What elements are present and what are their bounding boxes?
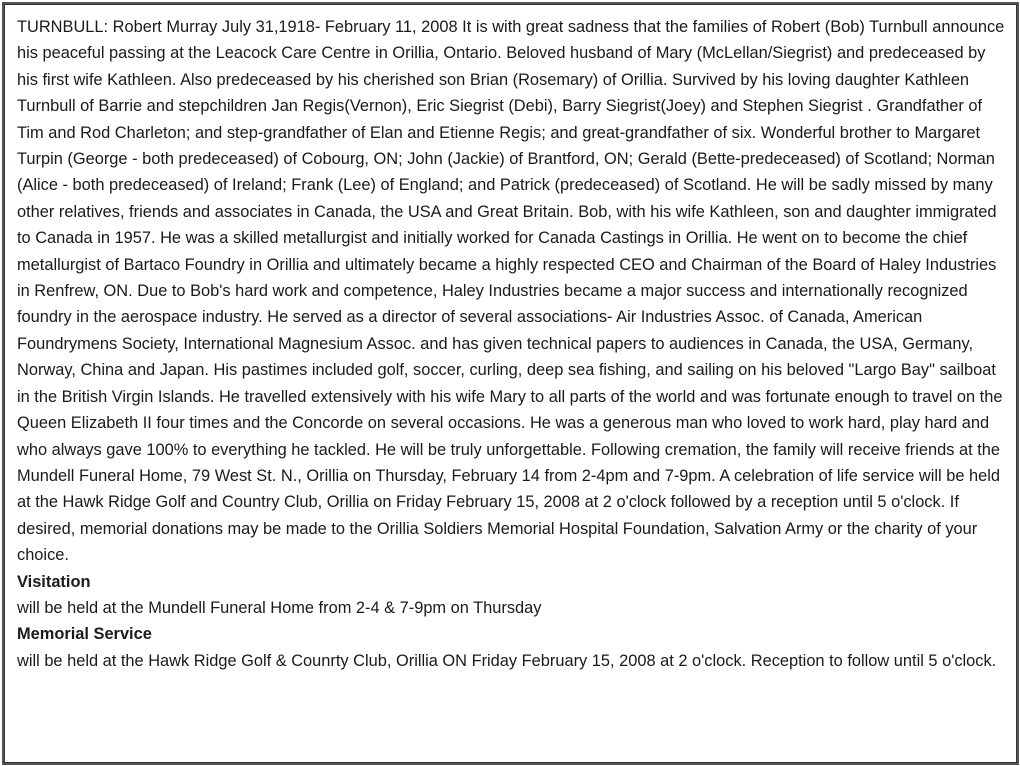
obituary-content	[17, 14, 1007, 674]
visitation-heading: Visitation	[17, 572, 91, 591]
memorial-service-heading: Memorial Service	[17, 625, 152, 644]
obituary-panel	[4, 4, 1017, 763]
obituary-body: TURNBULL: Robert Murray July 31,1918- February 11, 2008 It is with great sadness that the families of Robert (Bob) Turnbull announce his peaceful passing at the Leacock Care Centre in Orillia, Ontario. Beloved husband of Mary (McLellan/Siegrist) and predeceased by his first wife Kathleen. Also predeceased by his cherished son Brian (Rosemary) of Orillia. Survived by his loving daughter Kathleen Turnbull of Barrie and stepchildren Jan Regis(Vernon), Eric Siegrist (Debi), Barry Siegrist(Joey) and Stephen Siegrist . Grandfather of Tim and Rod Charleton; and step-grandfather of Elan and Etienne Regis; and great-grandfather of six. Wonderful brother to Margaret Turpin (George - both predeceased) of Cobourg, ON; John (Jackie) of Brantford, ON; Gerald (Bette-predeceased) of Scotland; Norman (Alice - both predeceased) of Ireland; Frank (Lee) of England; and Patrick (predeceased) of Scotland. He will be sadly missed by many other relatives, friends and associates in Canada, the USA and Great Britain. Bob, with his wife Kathleen, son and daughter immigrated to Canada in 1957. He was a skilled metallurgist and initially worked for Canada Castings in Orillia. He went on to become the chief metallurgist of Bartaco Foundry in Orillia and ultimately became a highly respected CEO and Chairman of the Board of Haley Industries in Renfrew, ON. Due to Bob's hard work and competence, Haley Industries became a major success and internationally recognized foundry in the aerospace industry. He served as a director of several associations- Air Industries Assoc. of Canada, American Foundrymens Society, International Magnesium Assoc. and has given technical papers to audiences in Canada, the USA, Germany, Norway, China and Japan. His pastimes included golf, soccer, curling, deep sea fishing, and sailing on his beloved "Largo Bay" sailboat in the British Virgin Islands. He travelled extensively with his wife Mary to all parts of the world and was fortunate enough to travel on the Queen Elizabeth II four times and the Concorde on several occasions. He was a generous man who loved to work hard, play hard and who always gave 100% to everything he tackled. He will be truly unforgettable. Following cremation, the family will receive friends at the Mundell Funeral Home, 79 West St. N., Orillia on Thursday, February 14 from 2-4pm and 7-9pm. A celebration of life service will be held at the Hawk Ridge Golf and Country Club, Orillia on Friday February 15, 2008 at 2 o'clock followed by a reception until 5 o'clock. If desired, memorial donations may be made to the Orillia Soldiers Memorial Hospital Foundation, Salvation Army or the charity of your choice.	[17, 18, 1005, 565]
visitation-text: will be held at the Mundell Funeral Home from 2-4 & 7-9pm on Thursday	[17, 598, 542, 617]
memorial-service-text: will be held at the Hawk Ridge Golf & Counrty Club, Orillia ON Friday February 15, 2008 at 2 o'clock. Reception to follow until 5 o'clock.	[17, 651, 997, 670]
